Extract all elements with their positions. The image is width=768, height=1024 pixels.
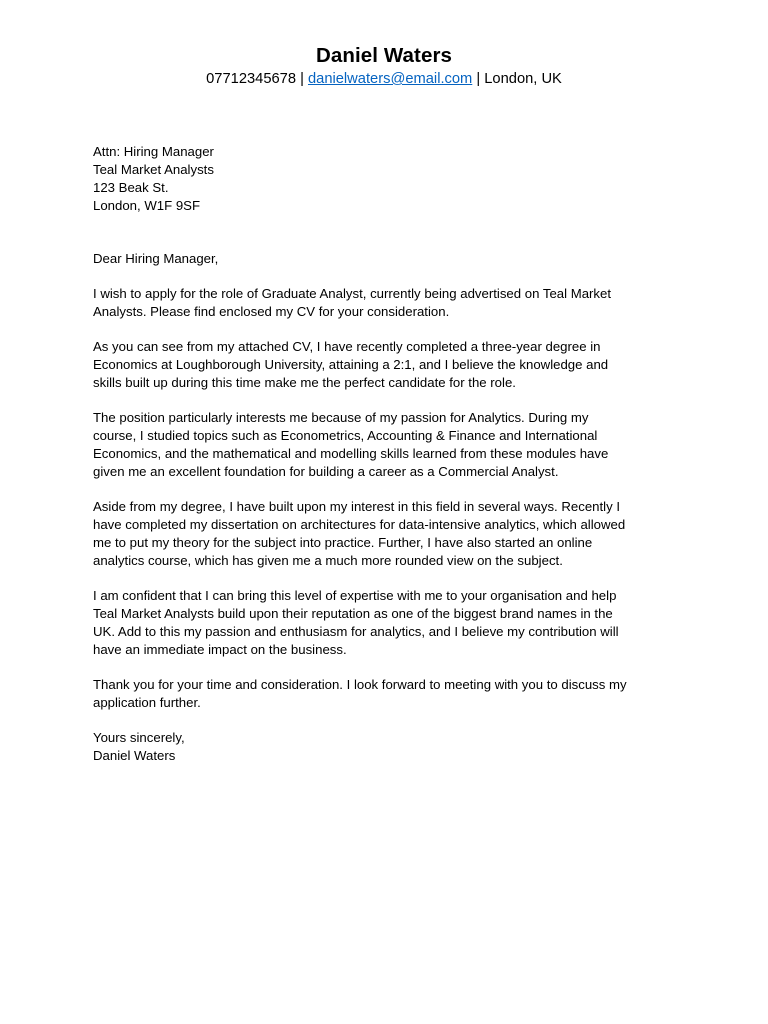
letter-body [93,143,683,765]
paragraph-line: me to put my theory for the subject into practice. Further, I have also started an online [93,535,593,550]
paragraph-line: analytics course, which has given me a much more rounded view on the subject. [93,553,563,568]
paragraph-2 [93,338,683,392]
paragraph-line: I wish to apply for the role of Graduate Analyst, currently being advertised on Teal Market [93,286,612,301]
recipient-attn: Attn: Hiring Manager [93,144,214,159]
paragraph-4 [93,498,683,570]
paragraph-line: UK. Add to this my passion and enthusiasm for analytics, and I believe my contribution will [93,624,619,639]
recipient-company: Teal Market Analysts [93,162,214,177]
paragraph-line: Teal Market Analysts build upon their reputation as one of the biggest brand names in the [93,606,613,621]
paragraph-5 [93,587,683,659]
salutation: Dear Hiring Manager, [93,251,219,266]
paragraph-line: Aside from my degree, I have built upon my interest in this field in several ways. Recently I [93,499,621,514]
paragraph-line: have an immediate impact on the business. [93,642,347,657]
contact-separator: | [472,71,485,87]
paragraph-3 [93,409,683,481]
paragraph-line: course, I studied topics such as Econometrics, Accounting & Finance and International [93,428,598,443]
paragraph-line: The position particularly interests me because of my passion for Analytics. During my [93,410,589,425]
contact-line [0,69,768,89]
sender-location: London, UK [484,71,562,87]
sender-name: Daniel Waters [315,44,453,67]
paragraph-line: Economics at Loughborough University, attaining a 2:1, and I believe the knowledge and [93,357,609,372]
paragraph-line: As you can see from my attached CV, I have recently completed a three-year degree in [93,339,601,354]
paragraph-line: Analysts. Please find enclosed my CV for your consideration. [93,304,450,319]
paragraph-line: Thank you for your time and consideration. I look forward to meeting with you to discuss my [93,677,627,692]
paragraph-6 [93,676,683,712]
paragraph-line: I am confident that I can bring this level of expertise with me to your organisation and help [93,588,617,603]
sender-phone: 07712345678 [206,71,296,87]
letter-closing [93,729,683,765]
letter-header [0,43,768,89]
paragraph-line: skills built up during this time make me the perfect candidate for the role. [93,375,516,390]
recipient-city: London, W1F 9SF [93,198,201,213]
recipient-street: 123 Beak St. [93,180,169,195]
valediction: Yours sincerely, [93,730,185,745]
paragraph-line: have completed my dissertation on architectures for data-intensive analytics, which allowed [93,517,626,532]
signature-name: Daniel Waters [93,748,176,763]
paragraph-line: application further. [93,695,201,710]
recipient-address [93,143,683,215]
paragraph-line: given me an excellent foundation for building a career as a Commercial Analyst. [93,464,559,479]
paragraph-1 [93,285,683,321]
contact-separator: | [296,71,308,87]
sender-email-link[interactable]: danielwaters@email.com [307,71,473,87]
paragraph-line: Economics, and the mathematical and modelling skills learned from these modules have [93,446,609,461]
